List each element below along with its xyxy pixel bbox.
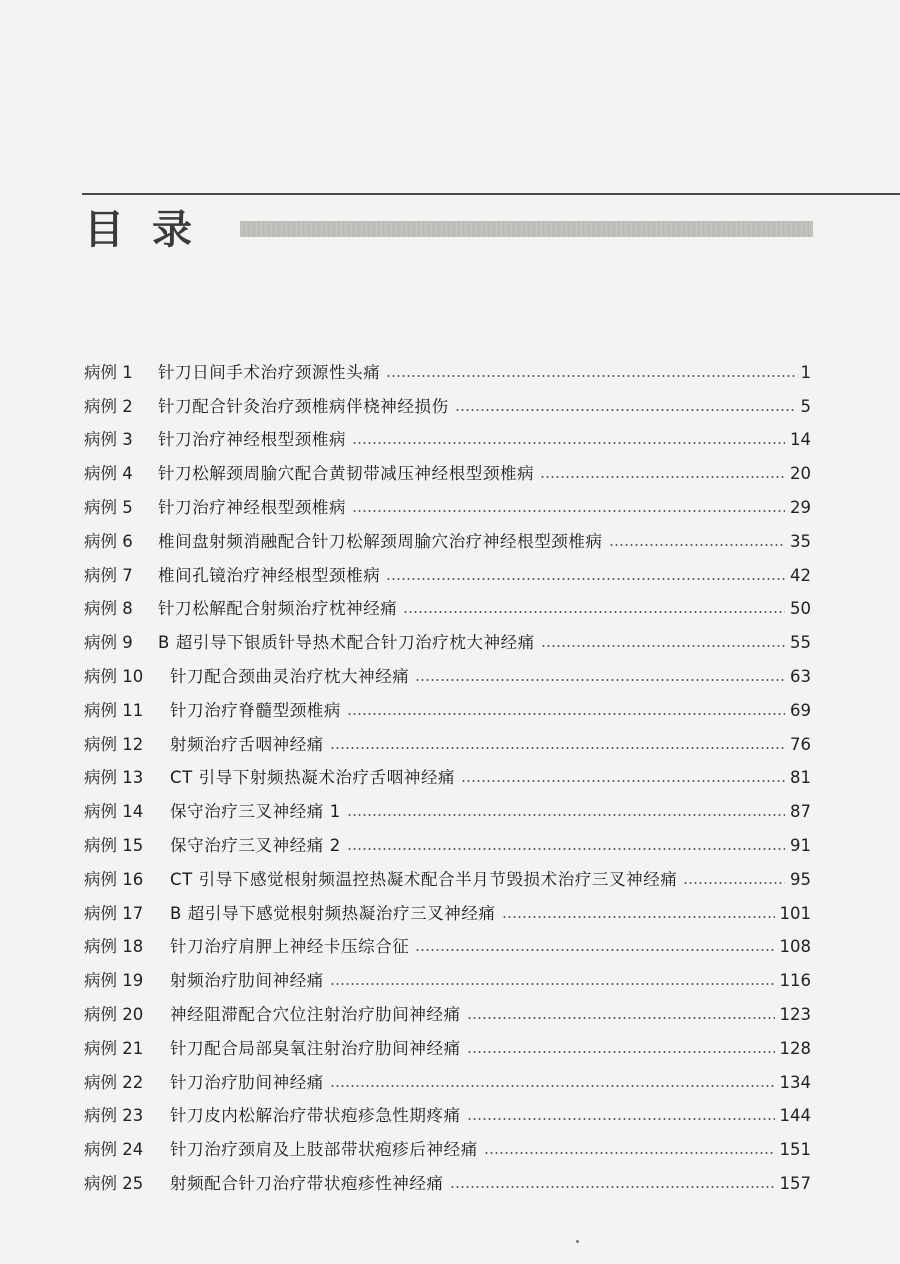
toc-entry[interactable] xyxy=(84,626,811,660)
dot-leader xyxy=(330,983,775,985)
entry-title: 针刀治疗神经根型颈椎病 xyxy=(158,430,347,450)
page-number: 144 xyxy=(779,1106,811,1126)
toc-entry[interactable] xyxy=(84,1066,811,1100)
entry-title: 针刀皮内松解治疗带状疱疹急性期疼痛 xyxy=(170,1106,461,1126)
case-label: 病例 15 xyxy=(84,836,144,856)
case-label: 病例 4 xyxy=(84,464,133,484)
entry-title: 保守治疗三叉神经痛 2 xyxy=(170,836,341,856)
entry-title: 针刀治疗神经根型颈椎病 xyxy=(158,498,347,518)
page-number: 42 xyxy=(790,565,811,585)
page-number: 91 xyxy=(790,836,811,856)
page-number: 20 xyxy=(790,464,811,484)
case-label: 病例 22 xyxy=(84,1072,144,1092)
page-number: 1 xyxy=(800,362,811,382)
case-label: 病例 12 xyxy=(84,734,144,754)
page-number: 95 xyxy=(790,869,811,889)
case-label: 病例 19 xyxy=(84,971,144,991)
dot-leader xyxy=(330,747,785,749)
case-label: 病例 23 xyxy=(84,1106,144,1126)
page-number: 5 xyxy=(800,396,811,416)
page-number: 55 xyxy=(790,633,811,653)
entry-title: 射频配合针刀治疗带状疱疹性神经痛 xyxy=(170,1174,444,1194)
case-label: 病例 18 xyxy=(84,937,144,957)
entry-title: B 超引导下感觉根射频热凝治疗三叉神经痛 xyxy=(170,903,496,923)
toc-entry[interactable] xyxy=(84,1032,811,1066)
toc-entry[interactable] xyxy=(84,424,811,458)
toc-entry[interactable] xyxy=(84,931,811,965)
case-label: 病例 10 xyxy=(84,667,144,687)
case-label: 病例 14 xyxy=(84,802,144,822)
toc-entry[interactable] xyxy=(84,660,811,694)
case-label: 病例 24 xyxy=(84,1140,144,1160)
dot-leader xyxy=(352,442,785,444)
entry-title: 针刀配合颈曲灵治疗枕大神经痛 xyxy=(170,667,410,687)
case-label: 病例 21 xyxy=(84,1038,144,1058)
toc-entry[interactable] xyxy=(84,1133,811,1167)
dot-leader xyxy=(609,544,785,546)
page-number: 63 xyxy=(790,667,811,687)
toc-entry[interactable] xyxy=(84,457,811,491)
toc-entry[interactable] xyxy=(84,559,811,593)
dot-leader xyxy=(386,375,795,377)
toc-entry[interactable] xyxy=(84,1167,811,1201)
entry-title: 针刀松解颈周腧穴配合黄韧带减压神经根型颈椎病 xyxy=(158,464,535,484)
page-number: 87 xyxy=(790,802,811,822)
dot-leader xyxy=(467,1017,775,1019)
page-number: 116 xyxy=(779,971,811,991)
page-number: 14 xyxy=(790,430,811,450)
toc-entry[interactable] xyxy=(84,694,811,728)
dot-leader xyxy=(386,578,785,580)
toc-entry[interactable] xyxy=(84,897,811,931)
toc-entry[interactable] xyxy=(84,762,811,796)
page-number: 128 xyxy=(779,1038,811,1058)
toc-entry[interactable] xyxy=(84,795,811,829)
case-label: 病例 9 xyxy=(84,633,133,653)
dot-leader xyxy=(347,713,785,715)
page-number: 76 xyxy=(790,734,811,754)
dot-leader xyxy=(455,409,796,411)
entry-title: CT 引导下感觉根射频温控热凝术配合半月节毁损术治疗三叉神经痛 xyxy=(170,869,678,889)
page-number: 35 xyxy=(790,531,811,551)
toc-entry[interactable] xyxy=(84,390,811,424)
top-rule xyxy=(82,193,900,195)
entry-title: 射频治疗肋间神经痛 xyxy=(170,971,324,991)
entry-title: 针刀治疗肩胛上神经卡压综合征 xyxy=(170,937,410,957)
dot-leader xyxy=(415,949,774,951)
page-number: 29 xyxy=(790,498,811,518)
dot-leader xyxy=(502,916,775,918)
page-number: 50 xyxy=(790,599,811,619)
toc-entry[interactable] xyxy=(84,356,811,390)
dot-leader xyxy=(330,1085,775,1087)
entry-title: 针刀治疗颈肩及上肢部带状疱疹后神经痛 xyxy=(170,1140,478,1160)
dot-leader xyxy=(352,510,785,512)
table-of-contents xyxy=(84,356,811,1201)
page-number: 69 xyxy=(790,700,811,720)
case-label: 病例 13 xyxy=(84,768,144,788)
dot-leader xyxy=(347,814,785,816)
dot-leader xyxy=(484,1152,775,1154)
page-number: 151 xyxy=(779,1140,811,1160)
page-number: 81 xyxy=(790,768,811,788)
entry-title: 保守治疗三叉神经痛 1 xyxy=(170,802,341,822)
dot-leader xyxy=(403,611,785,613)
entry-title: 针刀日间手术治疗颈源性头痛 xyxy=(158,362,381,382)
toc-heading: 目录 xyxy=(84,206,220,253)
entry-title: B 超引导下银质针导热术配合针刀治疗枕大神经痛 xyxy=(158,633,535,653)
case-label: 病例 16 xyxy=(84,869,144,889)
case-label: 病例 8 xyxy=(84,599,133,619)
entry-title: 椎间盘射频消融配合针刀松解颈周腧穴治疗神经根型颈椎病 xyxy=(158,531,603,551)
dot-leader xyxy=(541,645,785,647)
dot-leader xyxy=(467,1051,775,1053)
case-label: 病例 20 xyxy=(84,1005,144,1025)
dot-leader xyxy=(461,780,785,782)
page-number: 134 xyxy=(779,1072,811,1092)
case-label: 病例 5 xyxy=(84,498,133,518)
heading-decor-bar xyxy=(240,221,813,237)
entry-title: 射频治疗舌咽神经痛 xyxy=(170,734,324,754)
toc-entry[interactable] xyxy=(84,1100,811,1134)
entry-title: 针刀配合针灸治疗颈椎病伴桡神经损伤 xyxy=(158,396,449,416)
case-label: 病例 11 xyxy=(84,700,144,720)
toc-entry[interactable] xyxy=(84,491,811,525)
page-speck xyxy=(576,1240,579,1243)
entry-title: 神经阻滞配合穴位注射治疗肋间神经痛 xyxy=(170,1005,461,1025)
page-number: 108 xyxy=(779,937,811,957)
page-number: 157 xyxy=(779,1174,811,1194)
entry-title: 针刀治疗脊髓型颈椎病 xyxy=(170,700,341,720)
entry-title: 椎间孔镜治疗神经根型颈椎病 xyxy=(158,565,381,585)
toc-entry[interactable] xyxy=(84,593,811,627)
toc-entry[interactable] xyxy=(84,863,811,897)
toc-entry[interactable] xyxy=(84,525,811,559)
entry-title: 针刀配合局部臭氧注射治疗肋间神经痛 xyxy=(170,1038,461,1058)
dot-leader xyxy=(450,1186,775,1188)
page-number: 101 xyxy=(779,903,811,923)
entry-title: CT 引导下射频热凝术治疗舌咽神经痛 xyxy=(170,768,456,788)
dot-leader xyxy=(415,679,785,681)
case-label: 病例 3 xyxy=(84,430,133,450)
case-label: 病例 6 xyxy=(84,531,133,551)
dot-leader xyxy=(683,882,785,884)
case-label: 病例 17 xyxy=(84,903,144,923)
toc-entry[interactable] xyxy=(84,829,811,863)
toc-entry[interactable] xyxy=(84,964,811,998)
entry-title: 针刀松解配合射频治疗枕神经痛 xyxy=(158,599,398,619)
case-label: 病例 1 xyxy=(84,362,133,382)
page-number: 123 xyxy=(779,1005,811,1025)
toc-entry[interactable] xyxy=(84,998,811,1032)
dot-leader xyxy=(467,1118,775,1120)
dot-leader xyxy=(347,848,785,850)
case-label: 病例 2 xyxy=(84,396,133,416)
case-label: 病例 25 xyxy=(84,1174,144,1194)
toc-entry[interactable] xyxy=(84,728,811,762)
case-label: 病例 7 xyxy=(84,565,133,585)
entry-title: 针刀治疗肋间神经痛 xyxy=(170,1072,324,1092)
dot-leader xyxy=(540,476,785,478)
